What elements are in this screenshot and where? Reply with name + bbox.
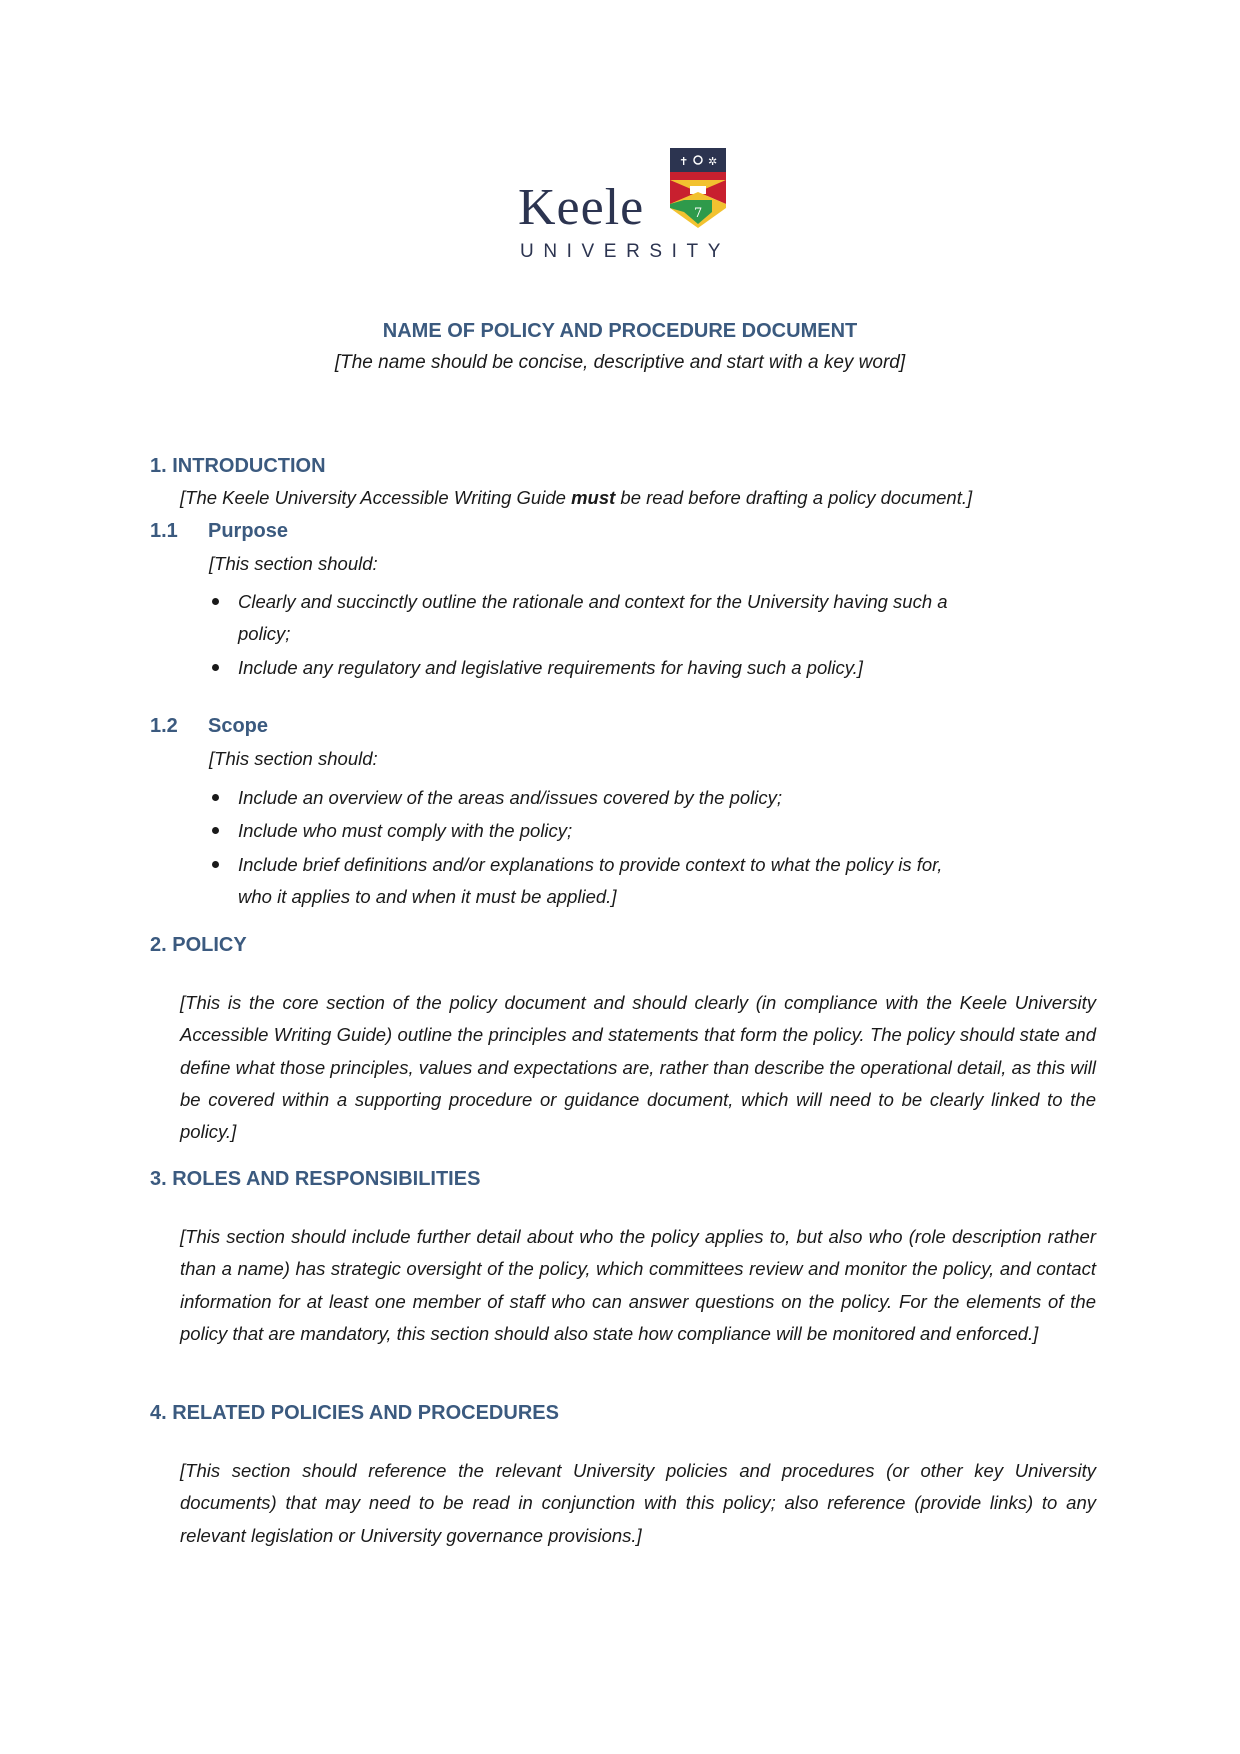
scope-title: Scope bbox=[208, 715, 269, 737]
crest-number: 7 bbox=[694, 206, 703, 221]
bullet-icon bbox=[212, 598, 219, 605]
scope-bullet-1: Include an overview of the areas and/issues covered by the policy; bbox=[238, 787, 783, 808]
purpose-bullet-2: Include any regulatory and legislative requirements for having such a policy.] bbox=[238, 657, 863, 678]
related-policies-text: [This section should reference the relevant University policies and procedures (or other key University documents) that may need to be read in conjunction with this policy; also reference (provide links) to any relevant legislation or University governance provisions.] bbox=[180, 1460, 1096, 1546]
heading-purpose bbox=[150, 521, 288, 541]
purpose-bullet-1-cont: policy; bbox=[238, 623, 291, 644]
scope-bullet-3-cont: who it applies to and when it must be applied.] bbox=[238, 886, 617, 907]
logo-subtitle: UNIVERSITY bbox=[520, 241, 731, 262]
bullet-icon bbox=[212, 664, 219, 671]
heading-scope bbox=[150, 716, 268, 736]
purpose-title: Purpose bbox=[208, 520, 289, 542]
document-title: NAME OF POLICY AND PROCEDURE DOCUMENT bbox=[382, 320, 858, 342]
scope-bullet-3: Include brief definitions and/or explanations to provide context to what the policy is for, bbox=[238, 854, 943, 875]
introduction-note bbox=[180, 489, 972, 508]
heading-introduction: 1. INTRODUCTION bbox=[150, 455, 326, 477]
bullet-icon bbox=[212, 861, 219, 868]
heading-roles: 3. ROLES AND RESPONSIBILITIES bbox=[150, 1168, 481, 1190]
scope-bullet-2: Include who must comply with the policy; bbox=[238, 820, 573, 841]
scope-number: 1.2 bbox=[150, 715, 178, 737]
introduction-note-text-end: be read before drafting a policy document.] bbox=[615, 487, 973, 508]
svg-text:✲: ✲ bbox=[708, 155, 718, 168]
purpose-number: 1.1 bbox=[150, 520, 178, 542]
roles-text: [This section should include further detail about who the policy applies to, but also who (role description rather than a name) has strategic oversight of the policy, which committees review and monitor the policy, and contact information for at least one member of staff who can answer questions on the policy. For the elements of the policy that are mandatory, this section should also state how compliance will be monitored and enforced.] bbox=[180, 1226, 1096, 1344]
introduction-note-text: [The Keele University Accessible Writing Guide bbox=[180, 487, 572, 508]
keele-university-logo bbox=[516, 148, 731, 264]
crest-shield-icon bbox=[670, 148, 726, 228]
heading-policy: 2. POLICY bbox=[150, 934, 247, 956]
purpose-lead: [This section should: bbox=[209, 553, 378, 574]
purpose-bullet-1: Clearly and succinctly outline the rationale and context for the University having such a bbox=[238, 591, 948, 612]
introduction-note-emphasis: must bbox=[571, 487, 616, 508]
scope-lead: [This section should: bbox=[209, 748, 378, 769]
document-subtitle: [The name should be concise, descriptive and start with a key word] bbox=[334, 352, 906, 373]
svg-text:✝: ✝ bbox=[679, 155, 689, 168]
heading-related-policies: 4. RELATED POLICIES AND PROCEDURES bbox=[150, 1402, 559, 1424]
bullet-icon bbox=[212, 794, 219, 801]
policy-text: [This is the core section of the policy document and should clearly (in compliance with the Keele University Accessible Writing Guide) outline the principles and statements that form the policy. The policy should state and define what those principles, values and expectations are, rather than describe the operational detail, as this will be covered within a supporting procedure or guidance document, which will need to be clearly linked to the policy.] bbox=[180, 992, 1096, 1143]
logo-wordmark: Keele bbox=[518, 179, 645, 236]
bullet-icon bbox=[212, 827, 219, 834]
